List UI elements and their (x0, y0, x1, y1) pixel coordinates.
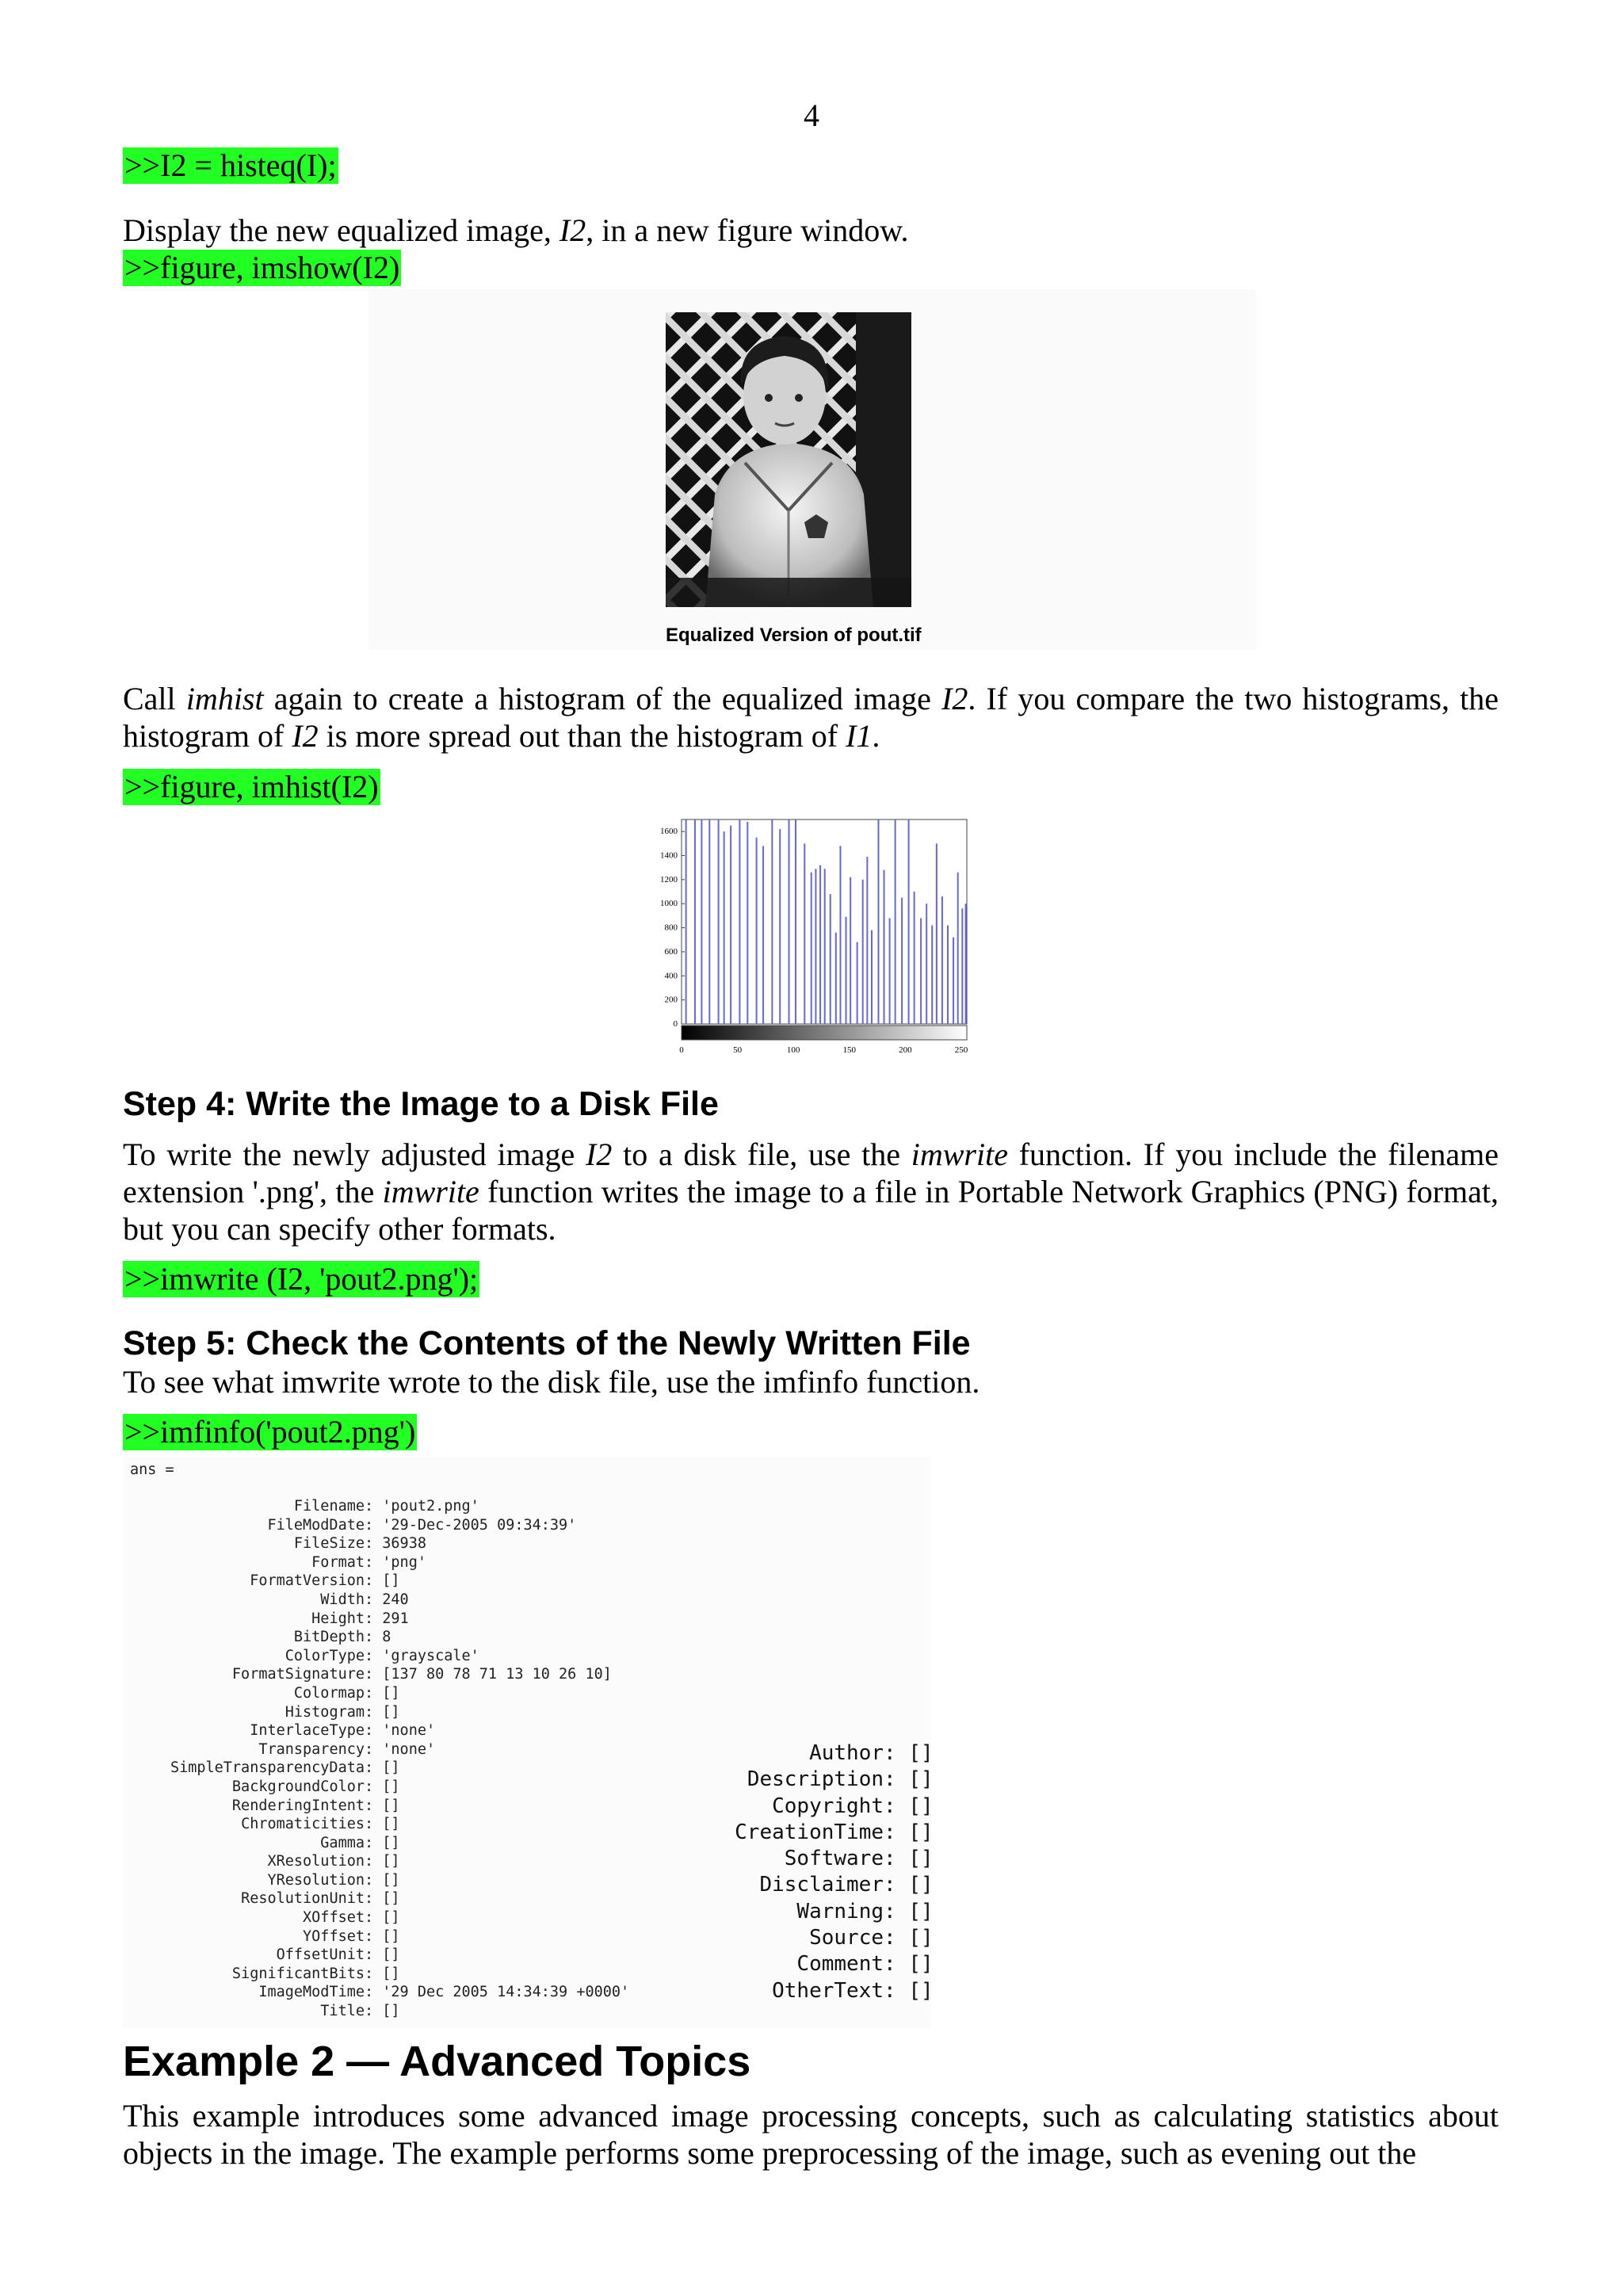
field-separator: : (365, 1834, 383, 1851)
field-key: Source (809, 1926, 884, 1950)
field-key: Transparency (258, 1740, 365, 1758)
field-separator: : (365, 1816, 383, 1833)
imfinfo-field-row (127, 1703, 629, 1722)
code-histeq: >>I2 = histeq(I); (124, 147, 337, 183)
field-value: [] (382, 1703, 400, 1721)
field-separator: : (365, 1853, 383, 1870)
field-key: BackgroundColor (231, 1778, 365, 1795)
y-tick-label: 1400 (660, 850, 678, 861)
code-imwrite: >>imwrite (I2, 'pout2.png'); (124, 1261, 479, 1297)
imfinfo-field-row (127, 1553, 629, 1572)
imfinfo-field-row (697, 1846, 934, 1872)
text-segment: . (872, 718, 880, 754)
field-value: [] (382, 1778, 400, 1795)
field-key: FileSize (293, 1535, 365, 1553)
field-value: [] (908, 1952, 934, 1977)
text-segment: Display the new equalized image, (123, 212, 559, 248)
imfinfo-field-row (127, 1797, 629, 1816)
field-value: [] (382, 1816, 400, 1833)
field-separator: : (365, 1629, 383, 1646)
imfinfo-field-row (127, 1572, 629, 1591)
imfinfo-field-row (697, 1820, 934, 1846)
text-segment: I1 (846, 718, 873, 754)
field-value: [] (908, 1978, 934, 2003)
imfinfo-field-row (127, 1665, 629, 1684)
field-value: 'none' (382, 1740, 436, 1758)
imfinfo-field-row (127, 1610, 629, 1629)
x-tick-label: 50 (733, 1045, 743, 1055)
imfinfo-field-row (127, 2002, 629, 2021)
page-number: 4 (804, 97, 819, 133)
field-separator: : (884, 1899, 909, 1924)
field-separator: : (884, 1820, 909, 1844)
imfinfo-field-row (127, 1628, 629, 1647)
field-value: 291 (382, 1610, 409, 1627)
field-key: YResolution (267, 1871, 365, 1889)
field-key: Description (747, 1767, 884, 1792)
field-value: [] (382, 1572, 400, 1590)
imfinfo-field-row (697, 1951, 934, 1977)
field-separator: : (365, 1965, 383, 1982)
field-key: FormatVersion (250, 1572, 365, 1590)
field-key: Warning (796, 1899, 884, 1924)
text-segment: imwrite (911, 1137, 1008, 1172)
field-separator: : (365, 1703, 383, 1721)
text-segment: function. If you include the filename extension '.png', the (123, 1137, 1499, 1209)
imfinfo-field-row (127, 1497, 629, 1516)
text-segment: function writes the image to a file in Portable Network Graphics (PNG) format, but you can specify other formats. (123, 1174, 1499, 1247)
text-segment: To write the newly adjusted image (123, 1137, 586, 1172)
field-key: CreationTime (735, 1820, 884, 1844)
text-segment: imhist (185, 681, 264, 716)
field-separator: : (884, 1767, 909, 1792)
equalized-photo (666, 312, 911, 607)
field-separator: : (365, 1591, 383, 1608)
field-value: [] (382, 1909, 400, 1927)
text-segment: imwrite (382, 1174, 479, 1209)
imfinfo-field-row (127, 1889, 629, 1908)
field-separator: : (365, 1516, 383, 1534)
field-key: InterlaceType (250, 1722, 365, 1740)
field-separator: : (365, 1740, 383, 1758)
imfinfo-field-row (127, 1647, 629, 1666)
field-value: [] (382, 1797, 400, 1814)
field-key: Copyright (772, 1794, 884, 1818)
field-value: '29 Dec 2005 14:34:39 +0000' (382, 1984, 630, 2001)
imfinfo-field-row (697, 1925, 934, 1951)
field-key: Format (311, 1553, 365, 1571)
field-separator: : (365, 2003, 383, 2020)
field-separator: : (365, 1722, 383, 1740)
field-key: ImageModTime (258, 1984, 365, 2001)
field-value: [] (908, 1873, 934, 1897)
field-separator: : (365, 1984, 383, 2001)
imfinfo-field-row (127, 1534, 629, 1553)
field-separator: : (884, 1952, 909, 1977)
field-separator: : (884, 1847, 909, 1871)
text-segment: again to create a histogram of the equalized image (263, 681, 942, 716)
field-key: Chromaticities (241, 1816, 365, 1833)
field-value: [137 80 78 71 13 10 26 10] (382, 1666, 612, 1683)
imfinfo-field-row (697, 1740, 934, 1767)
imfinfo-field-row (127, 1591, 629, 1610)
imfinfo-field-row (127, 1721, 629, 1740)
field-key: Colormap (293, 1684, 365, 1702)
imfinfo-field-row (127, 1927, 629, 1946)
field-value: 'png' (382, 1553, 426, 1571)
field-separator: : (884, 1926, 909, 1950)
field-value: 'none' (382, 1722, 436, 1740)
field-separator: : (365, 1610, 383, 1627)
field-value: [] (382, 1853, 400, 1870)
field-key: FormatSignature (231, 1666, 365, 1683)
imhist-paragraph (123, 680, 1499, 755)
field-separator: : (365, 1684, 383, 1702)
field-key: Comment (796, 1952, 884, 1977)
field-separator: : (365, 1778, 383, 1795)
text-segment: . If you compare the two histograms, the histogram of (123, 681, 1499, 754)
x-tick-label: 0 (679, 1045, 684, 1055)
imfinfo-field-row (697, 1767, 934, 1793)
imfinfo-field-row (127, 1684, 629, 1703)
field-key: Disclaimer (759, 1873, 884, 1897)
field-value: '29-Dec-2005 09:34:39' (382, 1516, 577, 1534)
field-separator: : (365, 1871, 383, 1889)
field-key: Filename (293, 1498, 365, 1515)
y-tick-label: 1200 (660, 874, 678, 884)
step5-heading: Step 5: Check the Contents of the Newly Written File (123, 1324, 971, 1362)
field-value: 8 (382, 1629, 391, 1646)
imfinfo-field-row (697, 1978, 934, 2004)
field-value: [] (908, 1767, 934, 1792)
field-key: Width (320, 1591, 365, 1608)
x-tick-label: 250 (954, 1045, 968, 1055)
field-value: [] (382, 1890, 400, 1908)
x-tick-label: 200 (899, 1045, 912, 1055)
field-key: Title (320, 2003, 365, 2020)
field-key: SignificantBits (231, 1965, 365, 1982)
imfinfo-field-row (127, 1965, 629, 1984)
field-separator: : (884, 1978, 909, 2003)
field-separator: : (365, 1553, 383, 1571)
field-key: OtherText (772, 1978, 884, 2003)
field-key: Histogram (285, 1703, 365, 1721)
field-separator: : (365, 1666, 383, 1683)
grayscale-colorbar (682, 1026, 967, 1040)
example2-heading: Example 2 — Advanced Topics (123, 2038, 751, 2085)
imfinfo-field-row (127, 1516, 629, 1535)
x-tick-label: 150 (842, 1045, 857, 1055)
field-key: Gamma (320, 1834, 365, 1851)
code-imfinfo: >>imfinfo('pout2.png') (124, 1414, 416, 1450)
text-segment: , in a new figure window. (586, 212, 909, 248)
field-separator: : (365, 1909, 383, 1927)
text-segment: is more spread out than the histogram of (318, 718, 846, 754)
field-value: [] (382, 1759, 400, 1777)
field-value: [] (382, 1871, 400, 1889)
field-key: BitDepth (293, 1629, 365, 1646)
field-value: [] (908, 1847, 934, 1871)
field-key: RenderingIntent (231, 1797, 365, 1814)
field-value: 'grayscale' (382, 1647, 479, 1664)
field-key: FileModDate (267, 1516, 365, 1534)
field-key: Software (784, 1847, 884, 1871)
code-imshow: >>figure, imshow(I2) (124, 250, 400, 285)
imfinfo-field-row (697, 1899, 934, 1925)
field-key: OffsetUnit (276, 1946, 365, 1964)
text-segment: to a disk file, use the (612, 1137, 911, 1172)
text-segment: I2 (586, 1137, 613, 1172)
imfinfo-field-row (127, 1834, 629, 1853)
field-separator: : (365, 1498, 383, 1515)
field-separator: : (365, 1927, 383, 1945)
field-value: [] (382, 1684, 400, 1702)
imfinfo-left-fields (127, 1497, 629, 2021)
field-value: 36938 (382, 1535, 426, 1553)
field-separator: : (365, 1946, 383, 1964)
field-separator: : (365, 1535, 383, 1553)
display-paragraph (123, 212, 1499, 249)
imfinfo-field-row (127, 1983, 629, 2002)
field-separator: : (884, 1741, 909, 1765)
imfinfo-field-row (697, 1872, 934, 1898)
figure-caption: Equalized Version of pout.tif (666, 625, 922, 646)
field-value: 'pout2.png' (382, 1498, 479, 1515)
y-tick-label: 1600 (660, 827, 678, 837)
imfinfo-field-row (127, 1740, 629, 1759)
field-value: [] (908, 1741, 934, 1765)
field-key: XResolution (267, 1853, 365, 1870)
y-tick-label: 200 (664, 995, 678, 1005)
field-key: ColorType (285, 1647, 365, 1664)
imfinfo-field-row (127, 1815, 629, 1834)
text-segment: I2 (941, 681, 968, 716)
field-separator: : (365, 1890, 383, 1908)
field-value: [] (382, 1965, 400, 1982)
y-tick-label: 600 (664, 946, 678, 957)
field-value: [] (382, 1927, 400, 1945)
field-key: Author (809, 1741, 884, 1765)
field-key: XOffset (303, 1909, 365, 1927)
imfinfo-field-row (127, 1759, 629, 1778)
field-key: YOffset (303, 1927, 365, 1945)
text-segment: I2 (292, 718, 319, 754)
text-segment: I2 (559, 212, 586, 248)
field-separator: : (365, 1797, 383, 1814)
imfinfo-field-row (127, 1778, 629, 1797)
field-separator: : (884, 1873, 909, 1897)
imfinfo-field-row (697, 1794, 934, 1820)
step4-paragraph (123, 1136, 1499, 1247)
field-key: ResolutionUnit (241, 1890, 365, 1908)
step4-heading: Step 4: Write the Image to a Disk File (123, 1085, 719, 1123)
x-tick-label: 100 (786, 1045, 800, 1055)
field-value: [] (382, 1946, 400, 1964)
imfinfo-field-row (127, 1908, 629, 1927)
field-separator: : (365, 1572, 383, 1590)
field-value: [] (382, 1834, 400, 1851)
code-imhist: >>figure, imhist(I2) (124, 769, 379, 804)
field-separator: : (884, 1794, 909, 1818)
field-key: SimpleTransparencyData (170, 1759, 365, 1777)
field-value: [] (908, 1794, 934, 1818)
field-value: [] (382, 2003, 400, 2020)
step5-paragraph: To see what imwrite wrote to the disk file, use the imfinfo function. (123, 1364, 980, 1400)
ans-label: ans = (130, 1461, 174, 1478)
imfinfo-field-row (127, 1946, 629, 1965)
field-value: [] (908, 1899, 934, 1924)
field-separator: : (365, 1759, 383, 1777)
example2-paragraph: This example introduces some advanced image processing concepts, such as calculating statistics about objects in the image. The example performs some preprocessing of the image, such as evening out the (123, 2098, 1499, 2171)
y-tick-label: 0 (673, 1019, 678, 1029)
field-value: [] (908, 1820, 934, 1844)
text-segment: Call (123, 681, 186, 716)
imfinfo-right-fields (697, 1740, 934, 2004)
imfinfo-field-row (127, 1852, 629, 1871)
field-value: [] (908, 1926, 934, 1950)
y-tick-label: 800 (664, 923, 678, 933)
field-value: 240 (382, 1591, 409, 1608)
y-tick-label: 400 (664, 971, 678, 981)
imfinfo-field-row (127, 1871, 629, 1890)
field-separator: : (365, 1647, 383, 1664)
histogram-chart (651, 815, 976, 1060)
y-tick-label: 1000 (660, 899, 678, 909)
field-key: Height (311, 1610, 365, 1627)
